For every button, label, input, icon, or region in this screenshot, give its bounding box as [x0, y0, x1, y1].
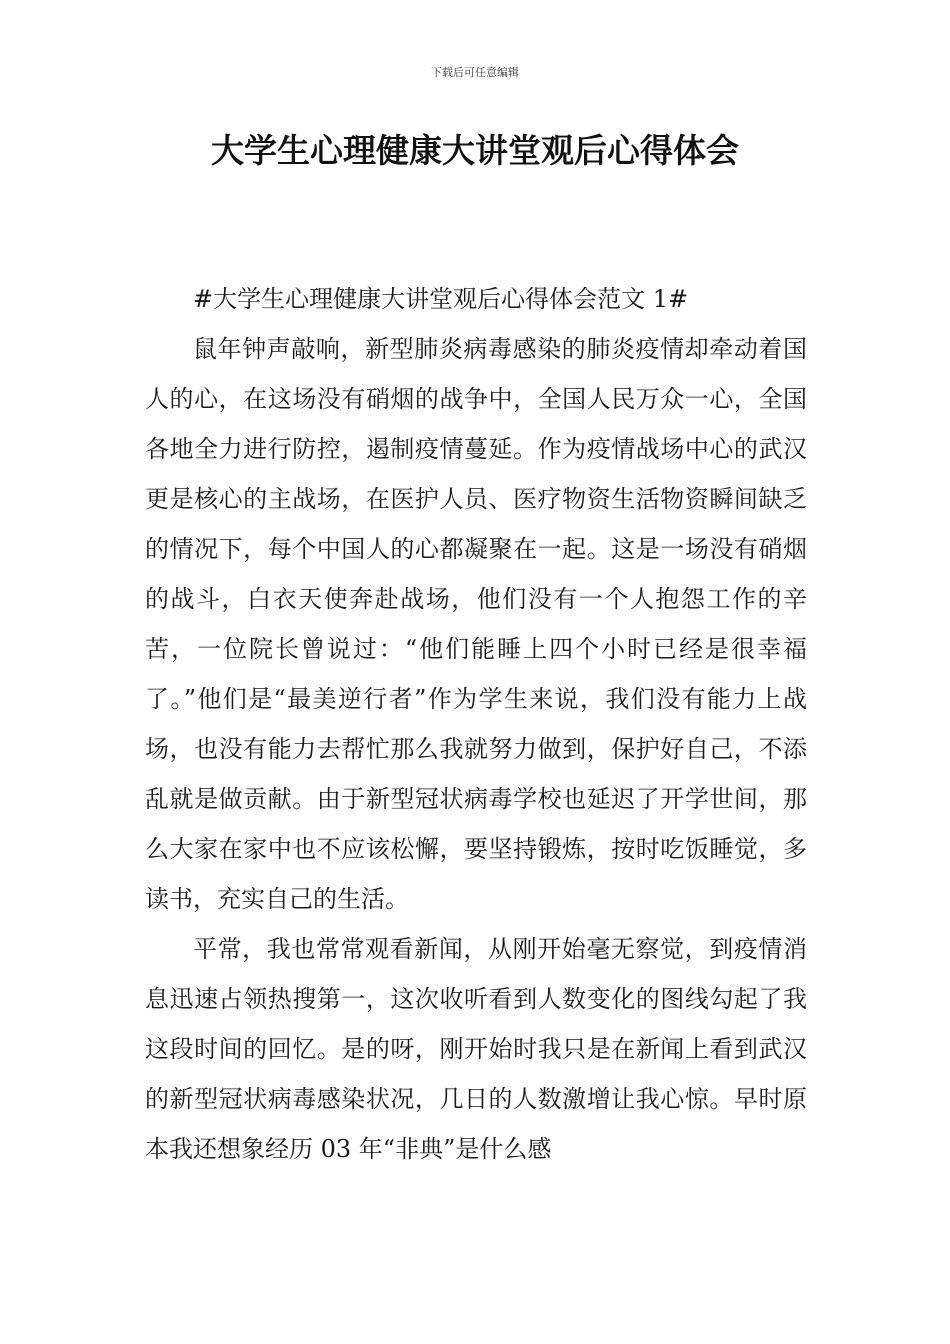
body-paragraph: 鼠年钟声敲响，新型肺炎病毒感染的肺炎疫情却牵动着国人的心，在这场没有硝烟的战争中，全国人民万众一心，全国各地全力进行防控，遏制疫情蔓延。作为疫情战场中心的武汉更是核心的主战场，在医护人员、医疗物资生活物资瞬间缺乏的情况下，每个中国人的心都凝聚在一起。这是一场没有硝烟的战斗，白衣天使奔赴战场，他们没有一个人抱怨工作的辛苦，一位院长曾说过：“他们能睡上四个小时已经是很幸福了。”他们是“最美逆行者”作为学生来说，我们没有能力上战场，也没有能力去帮忙那么我就努力做到，保护好自己，不添乱就是做贡献。由于新型冠状病毒学校也延迟了开学世间，那么大家在家中也不应该松懈，要坚持锻炼，按时吃饭睡觉，多读书，充实自己的生活。	[145, 335, 807, 913]
body-paragraph: 平常，我也常常观看新闻，从刚开始毫无察觉，到疫情消息迅速占领热搜第一，这次收听看到人数变化的图线勾起了我这段时间的回忆。是的呀，刚开始时我只是在新闻上看到武汉的新型冠状病毒感染状况，几日的人数激增让我心惊。早时原本我还想象经历 03 年“非典”是什么感	[145, 935, 807, 1163]
header-note: 下载后可任意编辑	[431, 66, 519, 79]
document-title: 大学生心理健康大讲堂观后心得体会	[211, 131, 739, 170]
document-body	[145, 274, 807, 1174]
section-subheading: #大学生心理健康大讲堂观后心得体会范文 1#	[193, 285, 689, 313]
